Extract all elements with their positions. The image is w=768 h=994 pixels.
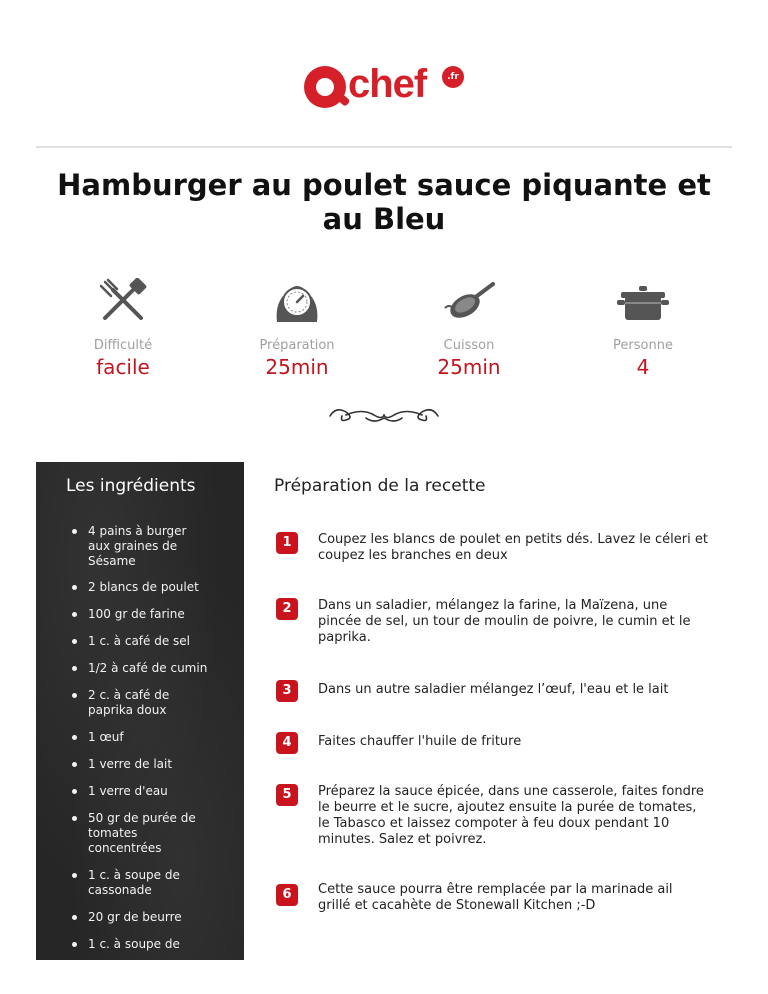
step-number: 2 xyxy=(276,598,298,620)
ingredients-panel xyxy=(36,462,244,960)
list-item: 2 c. à café de paprika doux xyxy=(88,688,208,718)
step-text: Préparez la sauce épicée, dans une casserole, faites fondre le beurre et le sucre, ajoutez ensuite la purée de tomates, le Tabasco et laissez compoter à feu doux pendant 10 minutes. Salez et poivrez. xyxy=(318,784,704,847)
stat-value: 25min xyxy=(265,355,329,379)
frying-pan-icon xyxy=(441,278,497,324)
step-text: Cette sauce pourra être remplacée par la marinade ail grillé et cacahète de Stonewall Kitchen ;-D xyxy=(318,882,673,913)
qchef-logo xyxy=(300,62,470,118)
list-item: 2 blancs de poulet xyxy=(88,580,208,595)
step-number: 5 xyxy=(276,784,298,806)
list-item: 1 c. à café de sel xyxy=(88,634,208,649)
list-item: 100 gr de farine xyxy=(88,607,208,622)
list-item: 4 pains à burger aux graines de Sésame xyxy=(88,524,208,569)
list-item: 1 c. à soupe de cassonade xyxy=(88,868,208,898)
utensils-icon xyxy=(95,278,151,324)
stat-label: Préparation xyxy=(259,338,335,353)
step-number: 1 xyxy=(276,532,298,554)
ingredients-list xyxy=(36,524,244,952)
list-item: 50 gr de purée de tomates concentrées xyxy=(88,811,208,856)
stat-label: Difficulté xyxy=(93,338,153,353)
logo-fr-badge: .fr xyxy=(442,66,464,88)
stat-preparation xyxy=(212,278,382,379)
step-text: Faites chauffer l'huile de friture xyxy=(318,734,522,749)
stat-cooking xyxy=(384,278,554,379)
timer-icon xyxy=(269,278,325,324)
list-item: 1 verre d'eau xyxy=(88,784,208,799)
stat-value: facile xyxy=(96,355,150,379)
pot-icon xyxy=(615,278,671,324)
step-number: 6 xyxy=(276,884,298,906)
logo-word: chef xyxy=(348,62,427,106)
step-number: 4 xyxy=(276,732,298,754)
step-text: Coupez les blancs de poulet en petits dés. Lavez le céleri et coupez les branches en deux xyxy=(318,532,708,563)
stat-difficulty xyxy=(38,278,208,379)
list-item: 1 verre de lait xyxy=(88,757,208,772)
stat-persons xyxy=(558,278,728,379)
preparation-title: Préparation de la recette xyxy=(274,476,486,496)
stat-label: Cuisson xyxy=(443,338,495,353)
ornament-divider xyxy=(326,404,442,426)
stat-label: Personne xyxy=(613,338,673,353)
step-text: Dans un saladier, mélangez la farine, la Maïzena, une pincée de sel, un tour de moulin de poivre, le cumin et le paprika. xyxy=(318,598,691,645)
ingredients-title: Les ingrédients xyxy=(66,476,196,496)
step-number: 3 xyxy=(276,680,298,702)
list-item: 1 c. à soupe de xyxy=(88,937,208,952)
list-item: 1/2 à café de cumin xyxy=(88,661,208,675)
list-item: 20 gr de beurre xyxy=(88,910,208,925)
stat-value: 25min xyxy=(437,355,501,379)
recipe-title: Hamburger au poulet sauce piquante et au Bleu xyxy=(57,168,711,236)
list-item: 1 œuf xyxy=(88,730,208,745)
step-text: Dans un autre saladier mélangez l’œuf, l'eau et le lait xyxy=(318,682,669,697)
stat-value: 4 xyxy=(636,355,650,379)
header-divider xyxy=(36,146,732,148)
